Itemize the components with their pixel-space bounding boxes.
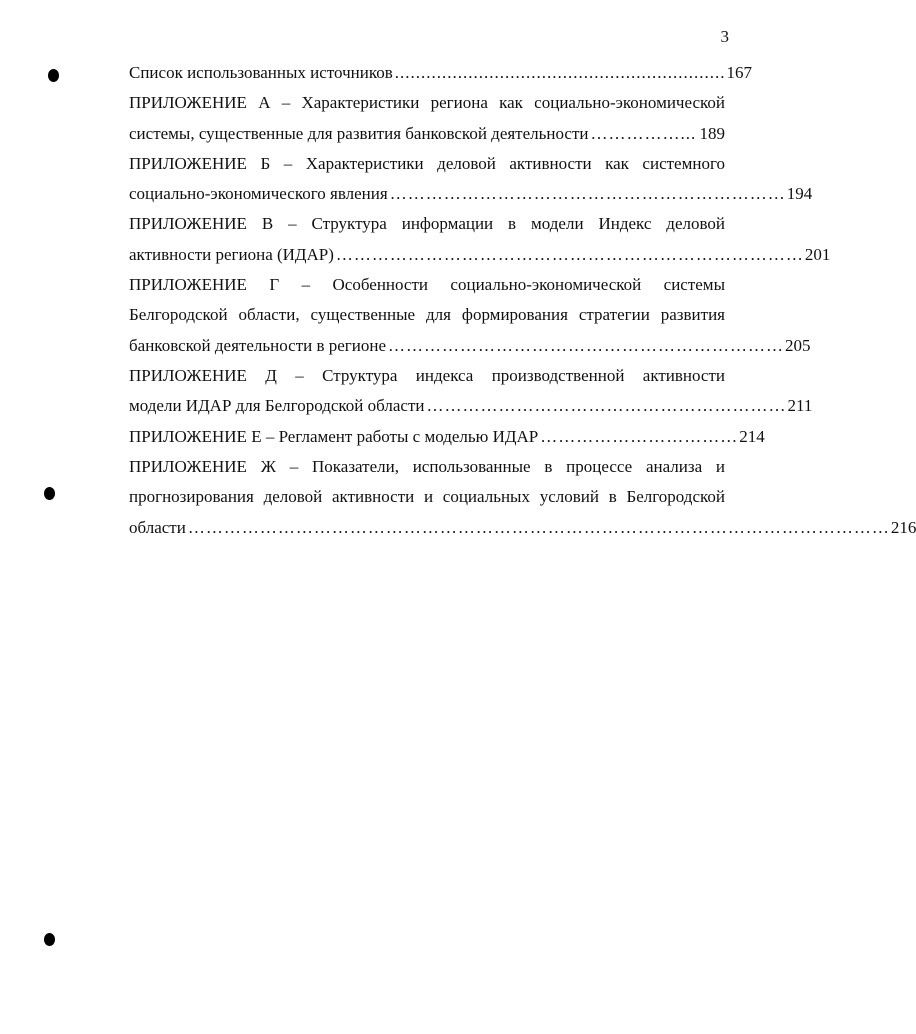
toc-page-number: 194 — [786, 184, 813, 204]
toc-page-number: 211 — [787, 396, 813, 416]
dot-leader: ………………………………………………………… — [388, 335, 785, 355]
table-of-contents — [129, 58, 916, 543]
toc-entry-sources — [129, 58, 752, 88]
toc-page-number: 216 — [890, 517, 916, 537]
toc-page-number: 205 — [785, 335, 811, 355]
toc-page-number: 167 — [726, 63, 752, 83]
toc-entry-app-v — [129, 209, 831, 270]
toc-line-text: ПРИЛОЖЕНИЕ Г – Особенности социально-экономической системы — [129, 275, 725, 295]
toc-line-text: Список использованных источников — [129, 63, 393, 83]
toc-line-text: ПРИЛОЖЕНИЕ А – Характеристики региона как социально-экономической — [129, 93, 725, 113]
toc-page-number: 201 — [804, 244, 831, 264]
toc-line-text: Белгородской области, существенные для формирования стратегии развития — [129, 305, 725, 325]
toc-page-number: 189 — [699, 123, 725, 143]
toc-line-text: ПРИЛОЖЕНИЕ Ж – Показатели, использованные в процессе анализа и — [129, 456, 725, 476]
toc-entry-app-e — [129, 422, 765, 452]
toc-line-text: банковской деятельности в регионе — [129, 335, 387, 355]
toc-line-with-page — [129, 331, 811, 361]
dot-leader: …………………………… — [540, 426, 739, 446]
toc-line-with-page — [129, 179, 813, 209]
toc-line-with-page — [129, 58, 752, 88]
toc-line-text: активности региона (ИДАР) — [129, 244, 334, 264]
toc-line-with-page — [129, 240, 831, 270]
dot-leader: ............................................................... — [394, 63, 726, 83]
toc-entry-app-a — [129, 88, 725, 149]
punch-hole-mark — [48, 69, 59, 82]
toc-line-with-page — [129, 119, 725, 149]
toc-line-text: социально-экономического явления — [129, 184, 388, 204]
toc-line-text: системы, существенные для развития банковской деятельности — [129, 123, 589, 143]
toc-line-with-page — [129, 391, 813, 421]
page-number: 3 — [720, 27, 729, 46]
toc-line-with-page — [129, 512, 916, 542]
toc-entry-app-zh — [129, 452, 916, 543]
toc-line-text: области — [129, 517, 186, 537]
toc-line-text: ПРИЛОЖЕНИЕ В – Структура информации в модели Индекс деловой — [129, 214, 725, 234]
toc-line-text: модели ИДАР для Белгородской области — [129, 396, 425, 416]
toc-line-with-page — [129, 422, 765, 452]
toc-page-number: 214 — [739, 426, 765, 446]
toc-line-text: ПРИЛОЖЕНИЕ Б – Характеристики деловой активности как системного — [129, 153, 725, 173]
dot-leader: …………………………………………………… — [426, 396, 787, 416]
toc-line-text: прогнозирования деловой активности и социальных условий в Белгородской — [129, 487, 725, 507]
punch-hole-mark — [44, 933, 55, 946]
toc-entry-app-b — [129, 149, 813, 210]
dot-leader: …………………………………………………………………… — [335, 244, 804, 264]
dot-leader: ……………………………………………………………………………………………………… — [187, 517, 890, 537]
dot-leader: ……………... — [590, 123, 697, 143]
toc-entry-app-g — [129, 270, 811, 361]
toc-line-text: ПРИЛОЖЕНИЕ Д – Структура индекса производственной активности — [129, 365, 725, 385]
toc-line-text: ПРИЛОЖЕНИЕ Е – Регламент работы с моделью ИДАР — [129, 426, 539, 446]
punch-hole-mark — [44, 487, 55, 500]
toc-entry-app-d — [129, 361, 813, 422]
dot-leader: ………………………………………………………… — [389, 184, 786, 204]
